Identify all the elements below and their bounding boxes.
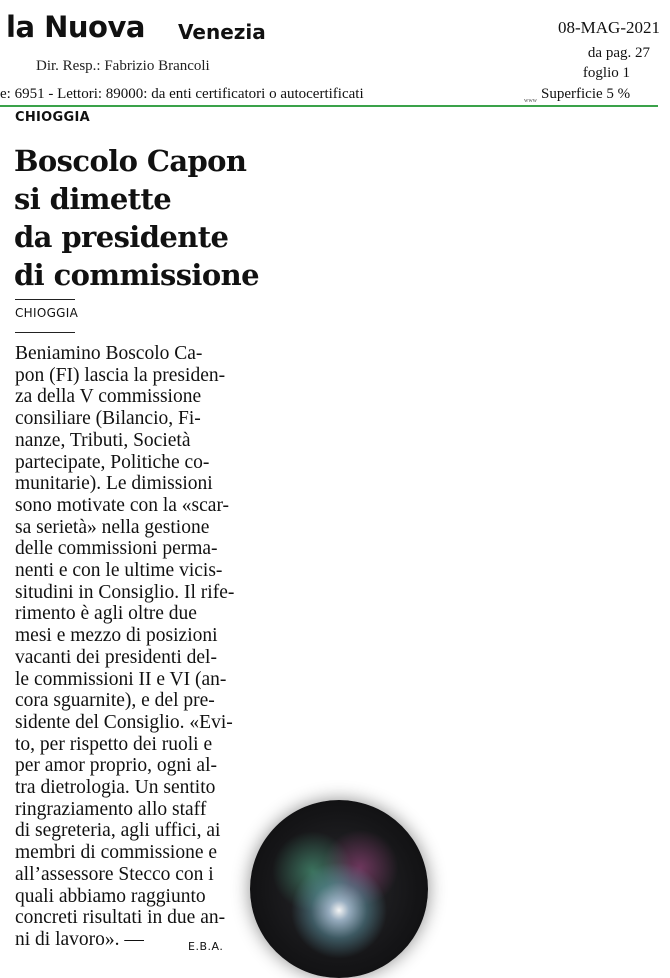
body-line: nanze, Tributi, Società [15,429,191,451]
body-line: le commissioni II e VI (an- [15,668,227,690]
body-line: di segreteria, agli uffici, ai [15,820,221,842]
masthead-edition: Venezia [178,20,266,44]
body-line: to, per rispetto dei ruoli e [15,733,213,755]
body-line: sidente del Consiglio. «Evi- [15,711,233,733]
article-headline [14,142,259,294]
body-line: per amor proprio, ogni al- [15,755,217,777]
headline-line: Boscolo Capon [14,144,247,178]
body-line: sono motivate con la «scar- [15,494,230,516]
director-line: Dir. Resp.: Fabrizio Brancoli [36,58,210,74]
headline-line: di commissione [14,258,259,292]
page-reference: da pag. 27 [587,45,650,61]
article-body [15,343,243,951]
headline-line: si dimette [14,182,172,216]
publication-date: 08-MAG-2021 [558,18,660,37]
superficie-line: Superficie 5 % [541,86,631,102]
superficie-mark: www [524,98,537,104]
dateline-location: CHIOGGIA [15,306,79,320]
body-line: rimento è agli oltre due [15,603,197,625]
body-line: delle commissioni perma- [15,538,218,560]
body-line: quali abbiamo raggiunto [15,885,206,907]
body-line: mesi e mezzo di posizioni [15,625,218,647]
body-line: partecipate, Politiche co- [15,451,210,473]
body-line: vacanti dei presidenti del- [15,646,217,668]
section-tag: CHIOGGIA [15,110,90,125]
body-line: tra dietrologia. Un sentito [15,777,216,799]
headline-rule [15,299,75,300]
body-line: munitarie). Le dimissioni [15,473,213,495]
body-line: sa serietà» nella gestione [15,516,210,538]
article-byline: E.B.A. [188,940,224,953]
body-line: membri di commissione e [15,842,218,864]
body-line: concreti risultati in due an- [15,907,226,929]
body-line: all’assessore Stecco con i [15,863,214,885]
sheet-number: foglio 1 [582,65,630,81]
body-line: consiliare (Bilancio, Fi- [15,408,201,430]
location-rule [15,332,75,333]
body-line: ni di lavoro». — [15,928,144,950]
body-line: cora sguarnite), e del pre- [15,690,215,712]
body-line: pon (FI) lascia la presiden- [15,364,226,386]
circulation-line: e: 6951 - Lettori: 89000: da enti certificatori o autocertificati [0,86,364,102]
body-line: nenti e con le ultime vicis- [15,560,223,582]
body-line: situdini in Consiglio. Il rife- [15,581,235,603]
masthead-logo: la Nuova [6,10,145,44]
siri-orb-icon[interactable] [250,800,428,978]
body-line: Beniamino Boscolo Ca- [15,343,203,364]
headline-line: da presidente [14,220,229,254]
body-line: ringraziamento allo staff [15,798,207,820]
header-rule [0,105,658,107]
body-line: za della V commissione [15,386,202,408]
